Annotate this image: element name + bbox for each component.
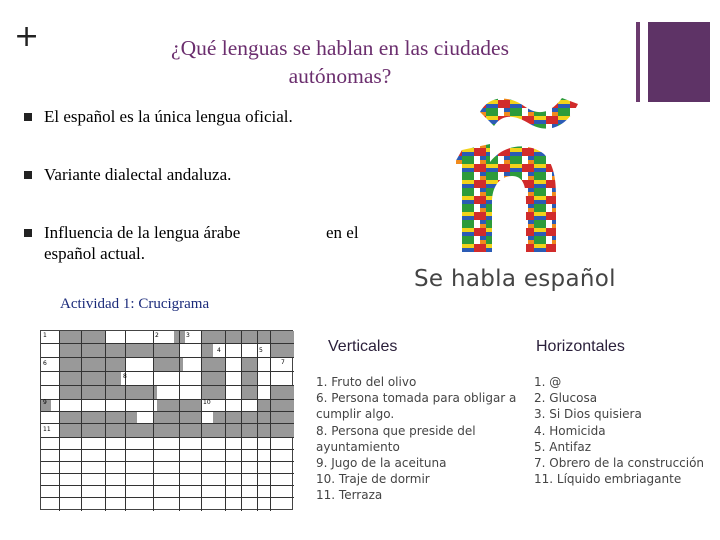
crossword-number: 11 [43, 426, 51, 433]
crossword-number: 6 [43, 360, 47, 367]
clue-line: cumplir algo. [316, 407, 395, 422]
crossword-number: 8 [123, 373, 127, 380]
clue-line: 4. Homicida [534, 423, 606, 438]
clue-line: 9. Jugo de la aceituna [316, 456, 447, 471]
verticales-clues [316, 374, 516, 504]
crossword-number: 2 [155, 332, 159, 339]
activity-title: Actividad 1: Crucigrama [60, 296, 210, 312]
clue-line: 6. Persona tomada para obligar a [316, 391, 517, 406]
clue-line: 1. Fruto del olivo [316, 375, 417, 389]
bullet-square-icon [24, 113, 32, 121]
clue-line: 11. Terraza [316, 488, 383, 503]
bullet-text-continuation: español actual. [44, 244, 146, 263]
clue-line: ayuntamiento [316, 439, 400, 454]
bullet-text: El español es la única lengua oficial. [44, 107, 293, 126]
bullet-text: Influencia de la lengua árabe [44, 223, 241, 242]
clue-line: 11. Líquido embriagante [534, 472, 682, 487]
accent-stripe [648, 22, 710, 102]
clue-line: 10. Traje de dormir [316, 472, 430, 487]
bullet-text: Variante dialectal andaluza. [44, 165, 232, 184]
clue-line: 2. Glucosa [534, 391, 598, 406]
crossword-number: 10 [203, 399, 211, 406]
clue-line: 7. Obrero de la construcción [534, 456, 705, 471]
clue-line: 1. @ [534, 375, 562, 389]
bullet-text-extra: en el [326, 223, 359, 242]
clue-line: 5. Antifaz [534, 439, 591, 454]
crossword-number: 9 [43, 399, 47, 406]
flag-enye-logo [450, 84, 590, 264]
plus-mark: + [14, 19, 40, 54]
crossword-number: 5 [259, 347, 263, 354]
horizontales-clues [534, 374, 704, 487]
bullet-square-icon [24, 229, 32, 237]
verticales-heading: Verticales [328, 338, 398, 355]
crossword-number: 1 [43, 332, 47, 339]
crossword-grid [40, 330, 293, 510]
crossword-number: 3 [186, 332, 190, 339]
crossword-number: 4 [217, 347, 221, 354]
crossword-number: 7 [281, 359, 285, 366]
clue-line: 8. Persona que preside del [316, 423, 476, 438]
slide-title: ¿Qué lenguas se hablan en las ciudades autónomas? [171, 36, 509, 88]
horizontales-heading: Horizontales [536, 338, 625, 355]
logo-caption: Se habla español [414, 266, 616, 292]
bullet-square-icon [24, 171, 32, 179]
accent-stripe-gap [640, 22, 648, 102]
clue-line: 3. Si Dios quisiera [534, 407, 642, 422]
